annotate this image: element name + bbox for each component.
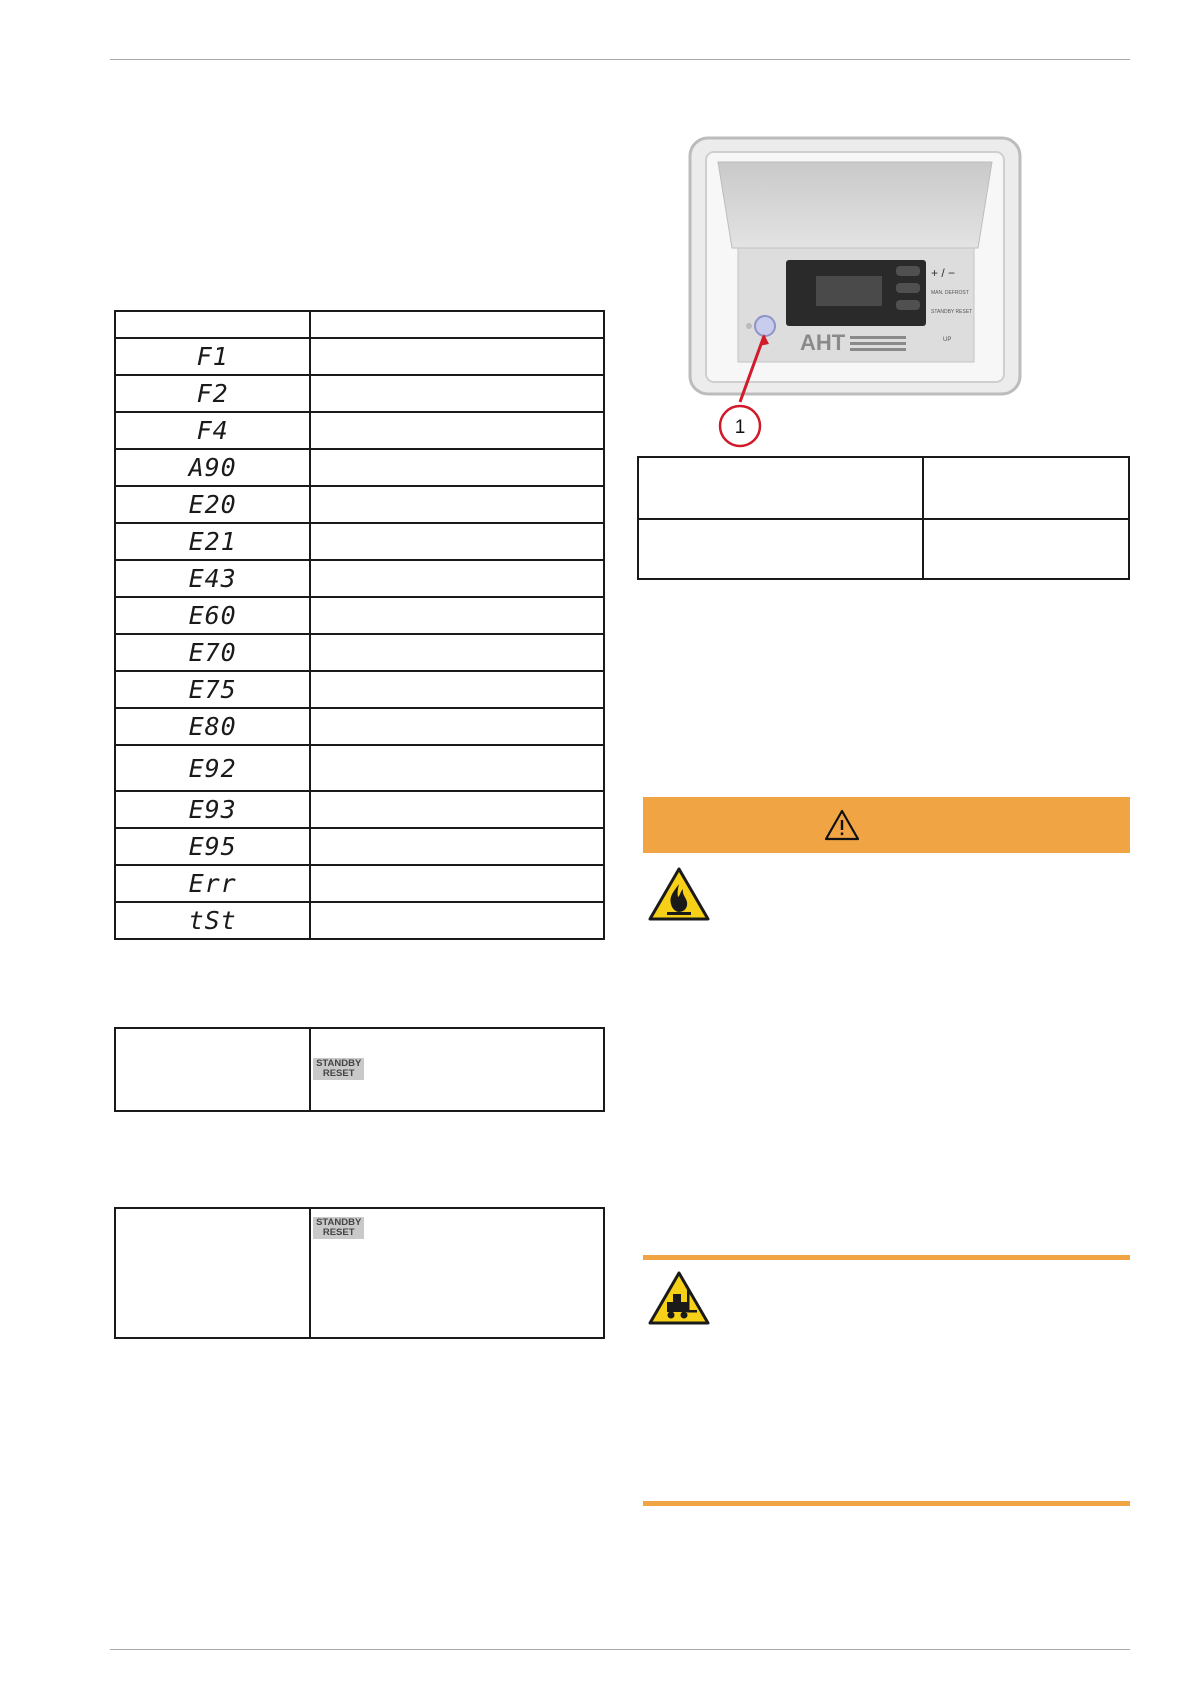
table-row [115,375,604,412]
warning-header-bar [643,797,1130,853]
table-row [115,634,604,671]
error-description [310,902,604,939]
error-code: E43 [115,560,310,597]
forklift-warning-icon [647,1270,711,1326]
error-code-table [114,310,605,940]
button-table-cell [923,457,1129,519]
standby-table-2-label-cell [115,1208,310,1338]
plus-minus-label: + / − [931,266,956,280]
button-table-cell [923,519,1129,579]
warning-triangle-icon [824,809,860,841]
error-code: E70 [115,634,310,671]
error-code: E93 [115,791,310,828]
error-code: Err [115,865,310,902]
error-code: A90 [115,449,310,486]
table-row [115,449,604,486]
error-code: E75 [115,671,310,708]
error-description [310,865,604,902]
error-description [310,828,604,865]
table-header-row [115,311,604,338]
panel-cover [718,162,992,248]
standby-table-2-content-cell [310,1208,604,1338]
error-description [310,338,604,375]
brand-logo: AHT [800,330,846,355]
error-description [310,449,604,486]
error-code: F2 [115,375,310,412]
error-code: E92 [115,745,310,791]
error-code: E21 [115,523,310,560]
side-label-standby: STANDBY RESET [931,309,973,315]
table-row [115,486,604,523]
header-cell-code [115,311,310,338]
reset-label: RESET [322,1227,355,1238]
reset-button[interactable] [755,316,775,336]
table-row [115,708,604,745]
warning-separator-top [643,1255,1130,1260]
error-description [310,412,604,449]
error-code: F4 [115,412,310,449]
standby-label: STANDBY [316,1058,362,1069]
table-row [115,597,604,634]
standby-table-1-content-cell [310,1028,604,1111]
standby-table-1 [114,1027,605,1112]
footer-rule [110,1649,1130,1650]
table-row [115,338,604,375]
table-row [115,791,604,828]
error-description [310,375,604,412]
warning-separator-bottom [643,1501,1130,1506]
error-code: E95 [115,828,310,865]
error-code: tSt [115,902,310,939]
error-description [310,523,604,560]
standby-table-2 [114,1207,605,1339]
table-row [115,902,604,939]
reset-label: RESET [322,1068,355,1079]
table-row [115,412,604,449]
error-code: F1 [115,338,310,375]
button-table-cell [638,457,923,519]
button-table-cell [638,519,923,579]
standby-reset-button-image [313,1217,364,1239]
error-code: E80 [115,708,310,745]
error-code: E20 [115,486,310,523]
control-panel-illustration [660,130,1030,450]
side-label-defrost: MAN. DEFROST [931,290,969,296]
error-description [310,745,604,791]
header-rule [110,59,1130,60]
error-description [310,791,604,828]
table-row [115,523,604,560]
display-screen [816,276,882,306]
error-description [310,597,604,634]
flammable-warning-icon [647,866,711,922]
error-code: E60 [115,597,310,634]
standby-label: STANDBY [316,1217,362,1228]
error-description [310,671,604,708]
table-row [115,560,604,597]
error-description [310,708,604,745]
button-description-table [637,456,1130,580]
error-description [310,560,604,597]
table-row [115,671,604,708]
table-row [115,745,604,791]
error-description [310,634,604,671]
side-label-up: UP [943,337,952,343]
header-cell-meaning [310,311,604,338]
error-description [310,486,604,523]
standby-table-1-label-cell [115,1028,310,1111]
standby-reset-button-image [313,1058,364,1080]
callout-number: 1 [734,417,746,438]
table-row [115,865,604,902]
table-row [115,828,604,865]
